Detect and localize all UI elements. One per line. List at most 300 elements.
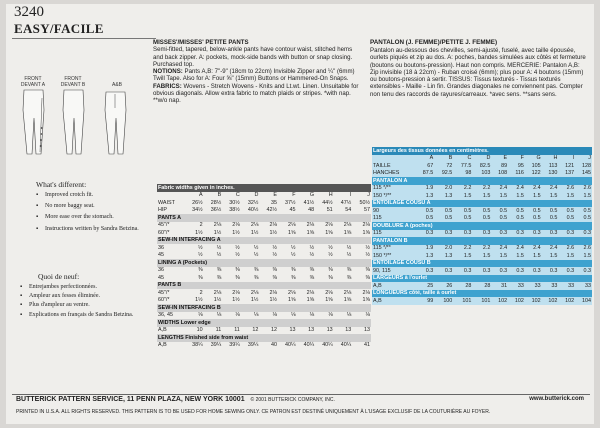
table-cell: ⅜ xyxy=(291,267,296,274)
table-row xyxy=(372,207,592,215)
table-cell: 1½ xyxy=(195,297,203,304)
table-cell: ⅛ xyxy=(253,312,259,319)
table-cell: 102 xyxy=(565,297,575,304)
table-row xyxy=(157,267,371,275)
section-row xyxy=(372,222,592,230)
table-cell: ½ xyxy=(272,244,277,251)
print-notice-en: PRINTED IN U.S.A. ALL RIGHTS RESERVED. THIS PATTERN IS TO BE USED FOR HOME SEWING ONLY. xyxy=(16,409,261,415)
table-cell: 1½ xyxy=(269,229,277,236)
table-cell: 122 xyxy=(531,170,541,177)
table-cell: 0.3 xyxy=(463,230,472,237)
table-cell: 0.3 xyxy=(516,230,524,237)
section-row xyxy=(372,177,592,185)
table-cell: 92.5 xyxy=(441,170,453,177)
table-cell: 128 xyxy=(582,162,591,169)
table-cell: 2.4 xyxy=(533,245,541,252)
table-cell: ⅜ xyxy=(328,274,333,281)
table-cell: 1.5 xyxy=(566,192,575,199)
table-cell: 2⅛ xyxy=(325,289,333,296)
size-header-cell: D xyxy=(486,155,491,162)
size-header-cell: G xyxy=(309,192,315,199)
list-item: ▪ Entrejambes perfectionnées. xyxy=(20,284,140,291)
table-title: Fabric widths given in inches. xyxy=(157,184,371,192)
table-cell: 50½ xyxy=(359,199,370,206)
fabrics-label: FABRICS: xyxy=(153,82,182,90)
table-cell: ⅜ xyxy=(272,274,277,281)
table-cell: 0.5 xyxy=(516,215,524,222)
size-header-cell: I xyxy=(349,192,352,199)
table-cell: 41 xyxy=(364,342,370,349)
table-cell: 2⅛ xyxy=(343,289,352,296)
table-cell: 2.4 xyxy=(549,185,558,192)
table-cell: ⅜ xyxy=(328,267,333,274)
table-row xyxy=(372,215,592,223)
size-header-row xyxy=(157,192,371,200)
table-cell: ½ xyxy=(346,244,352,251)
table-cell: 100 xyxy=(443,297,453,304)
table-cell: 2.2 xyxy=(463,185,472,192)
table-cell: ⅛ xyxy=(365,312,370,319)
table-cell: ⅛ xyxy=(328,312,333,319)
table-cell: ⅜ xyxy=(216,274,222,281)
table-row xyxy=(372,267,592,275)
table-cell: 99 xyxy=(427,297,434,304)
table-cell: 2⅛ xyxy=(250,289,259,296)
table-cell: 0.3 xyxy=(425,267,434,274)
yardage-table-fr xyxy=(372,147,592,305)
table-cell: 0.5 xyxy=(516,207,524,214)
table-cell: 0.3 xyxy=(425,230,434,237)
table-cell: 113 xyxy=(548,162,558,169)
section-label: PANTS A xyxy=(157,214,371,222)
table-row xyxy=(157,222,371,230)
table-cell: 1.5 xyxy=(566,252,575,259)
size-header-cell: C xyxy=(467,155,472,162)
table-cell: 0.5 xyxy=(425,215,434,222)
list-item: ▪ Explications en français de Sandra Betzina. xyxy=(20,312,140,319)
table-cell: 2.6 xyxy=(583,185,591,192)
table-cell: 2⅛ xyxy=(269,222,277,229)
row-label: 90 xyxy=(373,207,379,214)
section-row xyxy=(157,282,371,290)
table-cell: 121 xyxy=(565,162,575,169)
table-cell: 0.5 xyxy=(482,215,491,222)
pattern-number: 3240 xyxy=(14,4,44,20)
section-label: PANTALON B xyxy=(372,237,592,245)
table-cell: 130 xyxy=(548,170,558,177)
table-cell: 25 xyxy=(427,282,434,289)
table-cell: 40½ xyxy=(247,207,259,214)
row-label: 45 xyxy=(158,274,164,281)
table-row xyxy=(372,162,592,170)
row-label: A,B xyxy=(373,297,382,304)
table-cell: 33 xyxy=(568,282,575,289)
table-row xyxy=(372,230,592,238)
table-cell: 11 xyxy=(234,327,240,334)
table-cell: 2⅛ xyxy=(362,222,370,229)
table-cell: 2⅛ xyxy=(213,222,222,229)
section-row xyxy=(372,237,592,245)
table-cell: ⅜ xyxy=(365,267,370,274)
address-text: BUTTERICK PATTERN SERVICE, 11 PENN PLAZA, NEW YORK 10001 xyxy=(16,396,245,403)
table-cell: 1.5 xyxy=(533,192,541,199)
table-cell: 98 xyxy=(465,170,472,177)
copyright-text: © 2001 BUTTERICK COMPANY, INC. xyxy=(250,397,335,403)
table-cell: 33 xyxy=(517,282,524,289)
table-cell: 0.5 xyxy=(583,215,591,222)
table-cell: 13 xyxy=(364,327,370,334)
size-header-cell: B xyxy=(448,155,453,162)
footer-address xyxy=(16,396,335,403)
list-item: ▪ Instructions written by Sandra Betzina. xyxy=(36,226,146,233)
table-cell: 1.3 xyxy=(444,252,453,259)
table-cell: ⅜ xyxy=(309,274,315,281)
table-cell: 1.5 xyxy=(549,252,558,259)
table-cell: 2.2 xyxy=(463,245,472,252)
table-cell: 0.5 xyxy=(444,207,453,214)
row-label: 60"/* xyxy=(158,297,170,304)
table-cell: 2⅛ xyxy=(343,222,352,229)
list-item: ▪ Plus d'ampleur au ventre. xyxy=(20,302,140,309)
row-label: HIP xyxy=(158,207,167,214)
whats-different-title: What's different: xyxy=(36,180,87,189)
description-en xyxy=(153,39,363,105)
section-row xyxy=(372,200,592,208)
table-cell: 77.5 xyxy=(460,162,472,169)
description-fr-title: PANTALON (J. FEMME)/PETITE J. FEMME) xyxy=(370,39,498,46)
table-cell: 1.5 xyxy=(583,252,591,259)
table-cell: 2 xyxy=(199,222,203,229)
table-row xyxy=(372,297,592,305)
table-cell: 1⅝ xyxy=(362,297,370,304)
table-cell: ½ xyxy=(198,252,203,259)
table-cell: 137 xyxy=(565,170,575,177)
table-cell: 2.4 xyxy=(516,245,524,252)
header-divider xyxy=(12,38,156,39)
table-cell: ⅛ xyxy=(346,312,352,319)
table-cell: 1.5 xyxy=(463,192,472,199)
table-cell: 2.2 xyxy=(482,185,491,192)
section-row xyxy=(372,260,592,268)
size-header-cell: E xyxy=(273,192,277,199)
row-label: 150 */** xyxy=(373,192,392,199)
table-cell: 2.6 xyxy=(566,245,575,252)
row-label: 115 xyxy=(373,230,382,237)
table-cell: 0.3 xyxy=(549,230,558,237)
difficulty-label: EASY/FACILE xyxy=(14,21,104,36)
row-label: 36, 45 xyxy=(158,312,173,319)
row-label: HANCHES xyxy=(373,170,400,177)
table-cell: 1.5 xyxy=(499,252,508,259)
table-cell: 40¼ xyxy=(285,342,296,349)
table-cell: ⅜ xyxy=(309,267,315,274)
table-cell: 2⅛ xyxy=(325,222,333,229)
table-cell: 13 xyxy=(345,327,352,334)
table-cell: 13 xyxy=(289,327,296,334)
table-cell: ⅛ xyxy=(198,312,203,319)
table-cell: 35 xyxy=(270,199,277,206)
list-item: ▪ No more baggy seat. xyxy=(36,203,146,210)
pants-drawings-icon xyxy=(18,76,148,158)
section-row xyxy=(157,214,371,222)
view-label-back: A&B xyxy=(111,82,122,88)
table-cell: 34½ xyxy=(192,207,203,214)
table-cell: ½ xyxy=(291,252,296,259)
size-header-cell: A xyxy=(429,155,434,162)
table-cell: 1½ xyxy=(250,229,259,236)
table-cell: 40¼ xyxy=(322,342,333,349)
table-row xyxy=(157,252,371,260)
table-cell: 2⅛ xyxy=(269,289,277,296)
table-cell: 32½ xyxy=(247,199,259,206)
table-row xyxy=(157,327,371,335)
table-cell: ½ xyxy=(235,252,240,259)
size-header-cell: B xyxy=(217,192,222,199)
table-cell: 2.6 xyxy=(583,245,591,252)
table-cell: 1⅝ xyxy=(325,297,333,304)
table-cell: 11 xyxy=(215,327,222,334)
table-cell: 33 xyxy=(534,282,541,289)
table-cell: 13 xyxy=(326,327,333,334)
table-cell: 0.3 xyxy=(444,267,453,274)
table-cell: 102 xyxy=(514,297,524,304)
table-cell: 103 xyxy=(481,170,491,177)
table-cell: 54 xyxy=(345,207,352,214)
table-cell: 0.3 xyxy=(583,230,591,237)
table-cell: ½ xyxy=(309,252,315,259)
table-cell: ⅜ xyxy=(346,274,352,281)
table-cell: 0.5 xyxy=(583,207,591,214)
table-cell: ½ xyxy=(253,244,259,251)
table-cell: 2.4 xyxy=(499,185,508,192)
table-cell: 1½ xyxy=(232,297,240,304)
table-cell: 26½ xyxy=(192,199,203,206)
table-cell: 1⅝ xyxy=(343,229,352,236)
size-header-cell: E xyxy=(503,155,508,162)
row-label: 115 */** xyxy=(373,245,391,252)
table-cell: ½ xyxy=(272,252,277,259)
row-label: 45"/* xyxy=(158,222,170,229)
table-cell: 0.5 xyxy=(425,207,434,214)
table-cell: 2.4 xyxy=(533,185,541,192)
table-cell: 72 xyxy=(446,162,453,169)
table-cell: 0.3 xyxy=(444,230,453,237)
list-item: ▪ Improved crotch fit. xyxy=(36,192,146,199)
table-cell: 0.5 xyxy=(533,215,541,222)
table-cell: 38½ xyxy=(229,207,240,214)
table-cell: ½ xyxy=(198,244,203,251)
table-cell: ⅛ xyxy=(272,312,277,319)
table-cell: 0.3 xyxy=(482,230,491,237)
table-cell: 0.5 xyxy=(482,207,491,214)
table-row xyxy=(372,170,592,178)
table-cell: 0.5 xyxy=(549,215,558,222)
size-header-cell: I xyxy=(572,155,575,162)
table-cell: 39¼ xyxy=(210,342,222,349)
section-label: LINING A (Pockets) xyxy=(157,259,371,267)
table-cell: 36½ xyxy=(210,207,222,214)
table-cell: 0.5 xyxy=(444,215,453,222)
table-cell: 0.3 xyxy=(533,267,541,274)
table-cell: 1⅝ xyxy=(325,229,333,236)
table-cell: ⅜ xyxy=(272,267,277,274)
table-row xyxy=(157,342,371,350)
table-cell: 2⅛ xyxy=(213,289,222,296)
table-cell: ⅛ xyxy=(291,312,296,319)
table-cell: 48 xyxy=(308,207,315,214)
size-header-cell: H xyxy=(328,192,333,199)
table-row xyxy=(372,245,592,253)
table-cell: 1.5 xyxy=(499,192,508,199)
table-cell: 1⅝ xyxy=(343,297,352,304)
table-cell: ½ xyxy=(365,252,370,259)
size-header-cell: F xyxy=(292,192,296,199)
section-label: LONGUEURS côté, taille à ourlet xyxy=(372,290,592,298)
row-label: A,B xyxy=(158,327,167,334)
section-row xyxy=(157,319,371,327)
description-body: Semi-fitted, tapered, below-ankle pants have contour waist, stitched hems and back zipper. A: pockets, mock-side bands with button or snap closing. Purchased top. xyxy=(153,46,353,68)
size-header-cell: H xyxy=(553,155,558,162)
size-header-cell: G xyxy=(536,155,541,162)
table-cell: ⅜ xyxy=(216,267,222,274)
table-cell: 39¼ xyxy=(247,342,259,349)
size-header-row xyxy=(372,155,592,163)
row-label: 150 */** xyxy=(373,252,392,259)
row-label: 115 */** xyxy=(373,185,391,192)
notions-text: Pants A,B: 7"-9" (18cm to 22cm) Invisible Zipper and ¼" (6mm) Twill Tape. Also for A: Four ⅝" (15mm) Buttons or Hammered-On Snaps. xyxy=(153,68,355,83)
table-row xyxy=(157,312,371,320)
whats-different-list xyxy=(36,192,146,237)
section-label: PANTALON A xyxy=(372,177,592,185)
section-row xyxy=(157,304,371,312)
table-cell: ⅛ xyxy=(309,312,315,319)
view-label-front-b: FRONT DEVANT B xyxy=(60,76,86,88)
size-header-cell: D xyxy=(254,192,259,199)
table-cell: 2.4 xyxy=(499,245,508,252)
table-cell: 1½ xyxy=(232,229,240,236)
table-cell: 1.5 xyxy=(583,192,591,199)
table-cell: 45 xyxy=(289,207,296,214)
table-header-row xyxy=(157,184,371,192)
size-header-cell: F xyxy=(520,155,524,162)
table-cell: 1⅝ xyxy=(288,229,296,236)
table-cell: 1.5 xyxy=(533,252,541,259)
section-label: LENGTHS Finished side from waist xyxy=(157,334,371,342)
row-label: 115 xyxy=(373,215,382,222)
table-cell: 1.5 xyxy=(463,252,472,259)
row-label: 45 xyxy=(158,252,164,259)
table-cell: 0.3 xyxy=(583,267,591,274)
table-cell: 10 xyxy=(196,327,203,334)
section-label: PANTS B xyxy=(157,282,371,290)
table-cell: ½ xyxy=(291,244,296,251)
table-row xyxy=(372,185,592,193)
table-cell xyxy=(157,192,185,200)
table-cell: 1.5 xyxy=(549,192,558,199)
section-label: LARGEURS à l'ourlet xyxy=(372,275,592,283)
table-cell: 0.3 xyxy=(499,230,508,237)
table-row xyxy=(157,207,371,215)
table-cell: 28 xyxy=(465,282,472,289)
table-cell: 0.3 xyxy=(549,267,558,274)
fabrics-text: Wovens - Stretch Wovens - Knits and Lt.wt. Linen. Unsuitable for obvious diagonals. Allow extra fabric to match plaids or stripes. *with nap. **w/o nap. xyxy=(153,82,359,105)
section-label: ENTOILAGE COUSU B xyxy=(372,260,592,268)
table-cell: 39¼ xyxy=(229,342,240,349)
line-drawings xyxy=(18,76,148,158)
table-cell: ⅜ xyxy=(235,267,240,274)
table-cell: 82.5 xyxy=(479,162,491,169)
table-cell: 1⅝ xyxy=(362,229,370,236)
footer-divider xyxy=(12,394,590,395)
quoi-de-neuf-title: Quoi de neuf: xyxy=(38,272,80,281)
table-cell: 1½ xyxy=(213,297,222,304)
table-cell: 0.3 xyxy=(499,267,508,274)
size-header-cell: C xyxy=(235,192,240,199)
section-label: ENTOILAGE COUSU A xyxy=(372,200,592,208)
table-cell: 30½ xyxy=(229,199,240,206)
row-label: 45"/* xyxy=(158,289,170,296)
yardage-table-en xyxy=(157,184,371,349)
table-cell: ⅛ xyxy=(235,312,240,319)
section-row xyxy=(157,259,371,267)
table-cell: 95 xyxy=(517,162,524,169)
table-cell: 33 xyxy=(551,282,558,289)
table-cell: ⅜ xyxy=(346,267,352,274)
table-cell: 0.3 xyxy=(463,267,472,274)
table-cell: ⅛ xyxy=(216,312,222,319)
table-cell: 145 xyxy=(582,170,591,177)
section-row xyxy=(157,334,371,342)
table-cell: 2⅛ xyxy=(232,289,240,296)
table-cell: 67 xyxy=(427,162,434,169)
table-cell: 2⅛ xyxy=(250,222,259,229)
table-cell: 2 xyxy=(199,289,203,296)
row-label: 36 xyxy=(158,244,164,251)
footer-print-notice xyxy=(16,409,590,415)
table-cell: ½ xyxy=(253,252,259,259)
table-cell: ½ xyxy=(235,244,240,251)
table-cell: 1.3 xyxy=(444,192,453,199)
table-cell: 2.4 xyxy=(549,245,558,252)
quoi-de-neuf-list xyxy=(20,284,140,321)
table-cell: 1.5 xyxy=(482,252,491,259)
table-cell: 0.3 xyxy=(566,267,575,274)
table-cell: ⅜ xyxy=(235,274,240,281)
table-cell: ⅜ xyxy=(291,274,296,281)
section-row xyxy=(157,237,371,245)
table-cell: ½ xyxy=(328,244,333,251)
pattern-envelope-back xyxy=(6,4,594,424)
section-row xyxy=(372,290,592,298)
table-cell: 102 xyxy=(498,297,508,304)
table-cell: 0.5 xyxy=(566,207,575,214)
section-label: DOUBLURE A (poches) xyxy=(372,222,592,230)
footer-url: www.butterick.com xyxy=(529,396,584,402)
table-cell: ½ xyxy=(365,244,370,251)
table-cell: 2⅛ xyxy=(362,289,370,296)
table-header-row xyxy=(372,147,592,155)
table-cell: 13 xyxy=(308,327,315,334)
table-cell: 2⅛ xyxy=(306,289,315,296)
table-cell xyxy=(372,155,415,163)
table-cell: 37½ xyxy=(285,199,296,206)
table-cell: 1.5 xyxy=(516,252,524,259)
table-row xyxy=(157,297,371,305)
table-row xyxy=(372,192,592,200)
table-cell: ½ xyxy=(216,244,222,251)
table-cell: 40¼ xyxy=(303,342,315,349)
table-cell: 33 xyxy=(585,282,591,289)
